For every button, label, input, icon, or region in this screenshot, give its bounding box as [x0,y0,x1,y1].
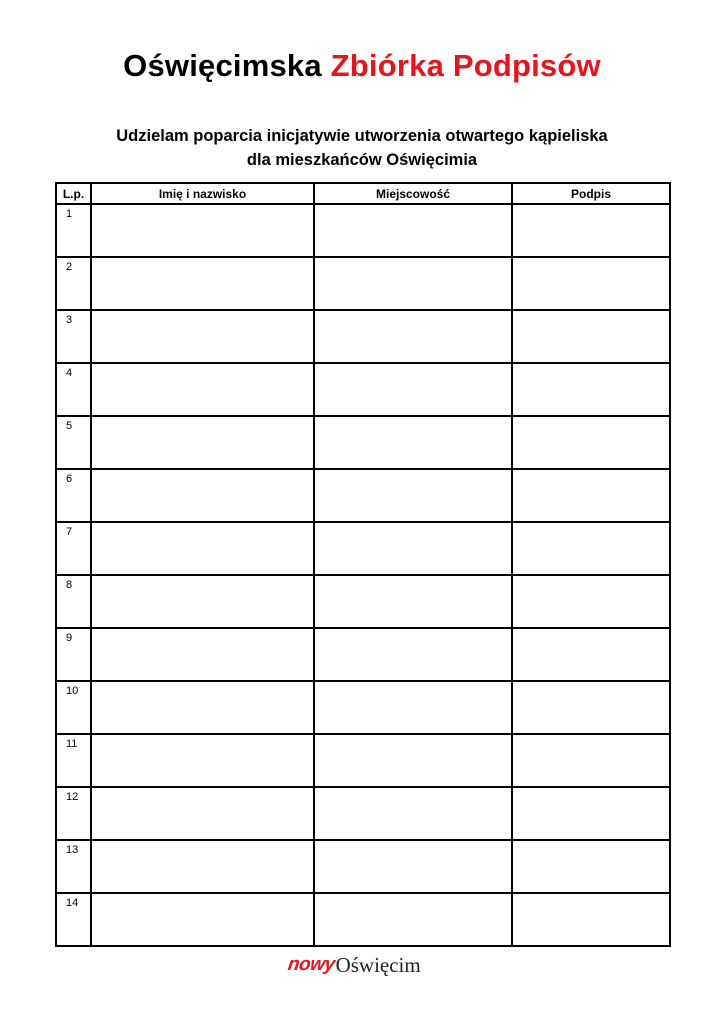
table-row [56,734,670,787]
row-number-cell: 6 [56,469,91,522]
nowy-oswiecim-logo [288,948,421,982]
title-black-part: Oświęcimska [123,48,322,83]
signature-input-cell[interactable] [512,681,670,734]
city-input-cell[interactable] [314,257,512,310]
subtitle-line-1: Udzielam poparcia inicjatywie utworzenia otwartego kąpieliska [116,127,608,145]
city-input-cell[interactable] [314,628,512,681]
row-number-cell: 11 [56,734,91,787]
name-input-cell[interactable] [91,257,314,310]
row-number-cell: 5 [56,416,91,469]
column-header-city: Miejscowość [314,183,512,204]
table-row [56,840,670,893]
table-header-row [56,183,670,204]
name-input-cell[interactable] [91,204,314,257]
name-input-cell[interactable] [91,840,314,893]
table-row [56,416,670,469]
page-title [0,48,724,84]
name-input-cell[interactable] [91,681,314,734]
signature-input-cell[interactable] [512,734,670,787]
city-input-cell[interactable] [314,840,512,893]
signature-input-cell[interactable] [512,522,670,575]
logo-city-text: Oświęcim [335,952,421,977]
table-row [56,681,670,734]
name-input-cell[interactable] [91,310,314,363]
logo-nowy-text: nowy [286,954,337,975]
signature-table [55,182,671,947]
name-input-cell[interactable] [91,522,314,575]
city-input-cell[interactable] [314,787,512,840]
table-row [56,522,670,575]
table-row [56,363,670,416]
row-number-cell: 13 [56,840,91,893]
subtitle [0,124,724,172]
signature-input-cell[interactable] [512,257,670,310]
row-number-cell: 4 [56,363,91,416]
name-input-cell[interactable] [91,363,314,416]
row-number-cell: 12 [56,787,91,840]
title-red-part: Zbiórka Podpisów [330,48,601,83]
city-input-cell[interactable] [314,469,512,522]
table-row [56,628,670,681]
row-number-cell: 9 [56,628,91,681]
table-row [56,469,670,522]
signature-input-cell[interactable] [512,469,670,522]
signature-input-cell[interactable] [512,204,670,257]
signature-input-cell[interactable] [512,628,670,681]
name-input-cell[interactable] [91,734,314,787]
signature-input-cell[interactable] [512,840,670,893]
city-input-cell[interactable] [314,204,512,257]
signature-input-cell[interactable] [512,575,670,628]
city-input-cell[interactable] [314,310,512,363]
name-input-cell[interactable] [91,628,314,681]
city-input-cell[interactable] [314,416,512,469]
table-row [56,787,670,840]
city-input-cell[interactable] [314,522,512,575]
row-number-cell: 8 [56,575,91,628]
signature-input-cell[interactable] [512,363,670,416]
row-number-cell: 2 [56,257,91,310]
row-number-cell: 1 [56,204,91,257]
table-row [56,893,670,946]
column-header-lp: L.p. [56,183,91,204]
city-input-cell[interactable] [314,893,512,946]
row-number-cell: 14 [56,893,91,946]
signature-input-cell[interactable] [512,893,670,946]
city-input-cell[interactable] [314,363,512,416]
name-input-cell[interactable] [91,893,314,946]
name-input-cell[interactable] [91,416,314,469]
city-input-cell[interactable] [314,681,512,734]
column-header-signature: Podpis [512,183,670,204]
table-row [56,310,670,363]
city-input-cell[interactable] [314,575,512,628]
signature-input-cell[interactable] [512,416,670,469]
name-input-cell[interactable] [91,787,314,840]
column-header-name: Imię i nazwisko [91,183,314,204]
signature-input-cell[interactable] [512,310,670,363]
row-number-cell: 3 [56,310,91,363]
row-number-cell: 10 [56,681,91,734]
table-row [56,575,670,628]
city-input-cell[interactable] [314,734,512,787]
name-input-cell[interactable] [91,575,314,628]
table-row [56,257,670,310]
row-number-cell: 7 [56,522,91,575]
name-input-cell[interactable] [91,469,314,522]
subtitle-line-2: dla mieszkańców Oświęcimia [246,151,478,169]
table-row [56,204,670,257]
signature-input-cell[interactable] [512,787,670,840]
